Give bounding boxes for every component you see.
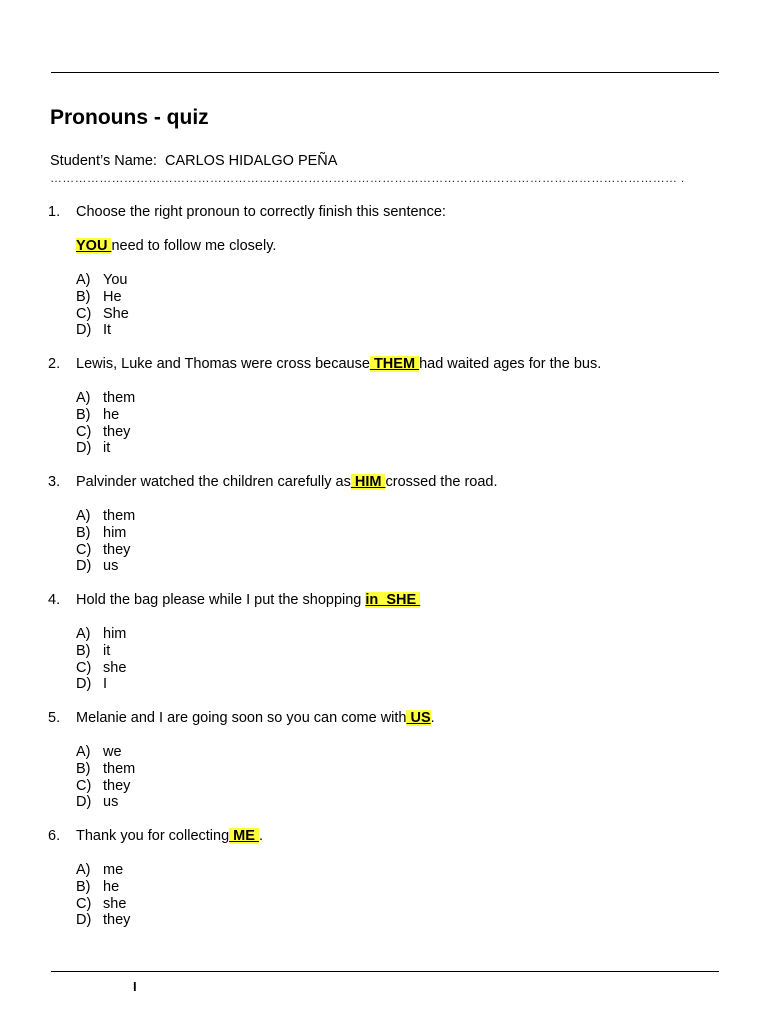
option-text: them <box>103 390 136 406</box>
footer-mark: I <box>133 979 137 994</box>
question-number: 5. <box>48 710 61 726</box>
question-text-before: Thank you for collecting <box>76 828 230 844</box>
question-4 <box>48 592 420 608</box>
question-number: 3. <box>48 474 61 490</box>
question-text-before: Melanie and I are going soon so you can come with <box>76 710 407 726</box>
question-number: 1. <box>48 204 61 220</box>
student-name-label: Student’s Name: <box>50 153 157 169</box>
question-text-after: . <box>430 710 435 726</box>
question-text-before: Palvinder watched the children carefully as <box>76 474 351 490</box>
option-letter: B) <box>76 878 91 895</box>
option-d <box>76 676 126 693</box>
question-number: 2. <box>48 356 61 372</box>
option-letter: B) <box>76 288 91 305</box>
page-title: Pronouns - quiz <box>50 106 209 129</box>
option-text: it <box>103 440 111 457</box>
option-c <box>76 424 135 441</box>
option-text: she <box>103 659 127 676</box>
option-c <box>76 778 135 795</box>
question-text-before: Lewis, Luke and Thomas were cross because <box>76 356 370 372</box>
dotted-line: ……………………………………………………………………………………………………………………………………… . <box>50 171 685 185</box>
question-1-options <box>76 272 129 339</box>
question-6-options <box>76 862 130 929</box>
option-c <box>76 896 130 913</box>
option-c <box>76 306 129 323</box>
option-a <box>76 626 126 643</box>
option-letter: D) <box>76 676 92 693</box>
option-letter: B) <box>76 406 91 423</box>
student-name-value: CARLOS HIDALGO PEÑA <box>165 153 338 169</box>
answer-highlight: in SHE <box>365 592 421 608</box>
question-4-options <box>76 626 126 693</box>
option-letter: B) <box>76 524 91 541</box>
question-number: 4. <box>48 592 61 608</box>
question-1-sentence <box>76 238 276 254</box>
option-text: me <box>103 862 124 878</box>
question-5-options <box>76 744 135 811</box>
option-a <box>76 272 129 289</box>
option-text: I <box>103 676 108 693</box>
option-b <box>76 289 129 306</box>
option-letter: C) <box>76 895 92 912</box>
option-text: them <box>103 508 136 524</box>
question-6 <box>48 828 263 844</box>
option-d <box>76 440 135 457</box>
option-d <box>76 558 135 575</box>
option-letter: D) <box>76 912 92 929</box>
option-letter: D) <box>76 322 92 339</box>
question-number: 6. <box>48 828 61 844</box>
option-a <box>76 390 135 407</box>
option-text: him <box>103 524 127 541</box>
option-text: she <box>103 895 127 912</box>
question-2 <box>48 356 601 372</box>
option-letter: A) <box>76 862 91 878</box>
option-text: they <box>103 541 131 558</box>
student-name-line <box>50 153 337 169</box>
option-letter: C) <box>76 305 92 322</box>
option-d <box>76 912 130 929</box>
option-letter: A) <box>76 626 91 642</box>
option-letter: A) <box>76 508 91 524</box>
option-letter: A) <box>76 744 91 760</box>
option-text: them <box>103 760 136 777</box>
question-3 <box>48 474 498 490</box>
option-text: It <box>103 322 112 339</box>
option-a <box>76 508 135 525</box>
option-letter: C) <box>76 659 92 676</box>
option-letter: D) <box>76 440 92 457</box>
option-letter: D) <box>76 558 92 575</box>
question-3-options <box>76 508 135 575</box>
answer-highlight: YOU <box>76 238 112 254</box>
option-letter: D) <box>76 794 92 811</box>
option-text: She <box>103 305 129 322</box>
option-b <box>76 643 126 660</box>
option-letter: C) <box>76 541 92 558</box>
option-b <box>76 761 135 778</box>
top-rule <box>51 72 719 73</box>
option-b <box>76 407 135 424</box>
option-letter: B) <box>76 760 91 777</box>
bottom-rule <box>51 971 719 972</box>
option-text: he <box>103 878 120 895</box>
option-b <box>76 525 135 542</box>
question-text-after: . <box>258 828 263 844</box>
question-5 <box>48 710 435 726</box>
option-letter: C) <box>76 423 92 440</box>
option-d <box>76 322 129 339</box>
option-d <box>76 794 135 811</box>
option-a <box>76 862 130 879</box>
question-text-before: Hold the bag please while I put the shopping <box>76 592 366 608</box>
option-letter: A) <box>76 390 91 406</box>
option-c <box>76 542 135 559</box>
option-letter: B) <box>76 642 91 659</box>
option-text: us <box>103 794 119 811</box>
option-text: us <box>103 558 119 575</box>
option-a <box>76 744 135 761</box>
option-text: we <box>103 744 122 760</box>
question-text: Choose the right pronoun to correctly finish this sentence: <box>76 204 446 220</box>
answer-highlight: ME <box>229 828 259 844</box>
option-text: they <box>103 777 131 794</box>
question-2-options <box>76 390 135 457</box>
option-text: they <box>103 912 131 929</box>
question-text-after: crossed the road. <box>385 474 498 490</box>
option-text: You <box>103 272 128 288</box>
option-letter: C) <box>76 777 92 794</box>
sentence-after: need to follow me closely. <box>111 238 277 254</box>
option-c <box>76 660 126 677</box>
option-text: him <box>103 626 127 642</box>
answer-highlight: HIM <box>350 474 386 490</box>
option-b <box>76 879 130 896</box>
option-text: he <box>103 406 120 423</box>
question-text-after: had waited ages for the bus. <box>419 356 602 372</box>
option-text: He <box>103 288 122 305</box>
answer-highlight: US <box>406 710 431 726</box>
question-1 <box>48 204 446 220</box>
option-text: they <box>103 423 131 440</box>
option-text: it <box>103 642 111 659</box>
answer-highlight: THEM <box>369 356 420 372</box>
option-letter: A) <box>76 272 91 288</box>
